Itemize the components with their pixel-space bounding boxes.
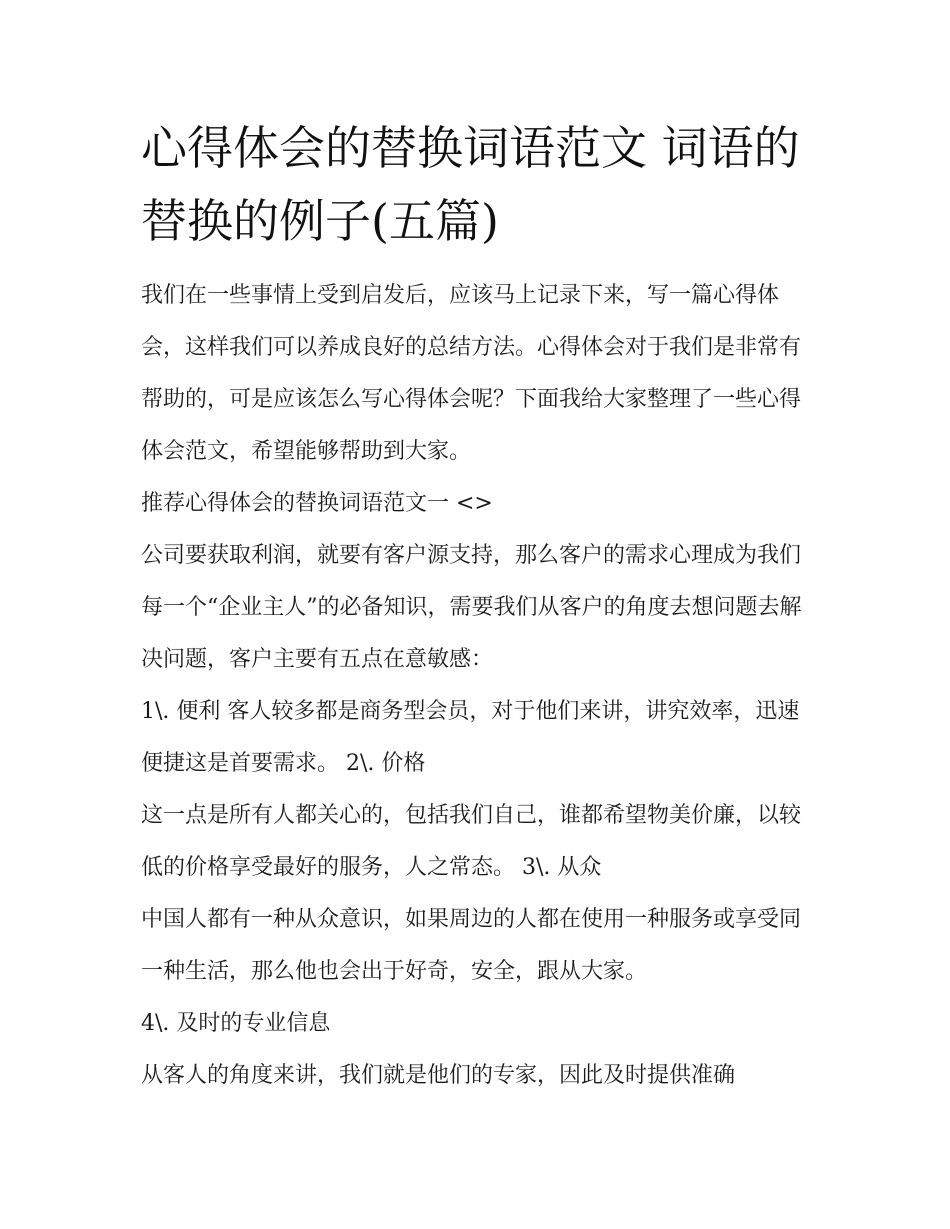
paragraph-point-price: 这一点是所有人都关心的，包括我们自己，谁都希望物美价廉，以较低的价格享受最好的服务，人之常态。 3\. 从众 xyxy=(141,803,802,880)
paragraph-heading-1: 推荐心得体会的替换词语范文一 <> xyxy=(141,491,493,516)
document-body xyxy=(141,112,816,1102)
document-title: 心得体会的替换词语范文 词语的替换的例子(五篇) xyxy=(141,121,800,248)
paragraph-point-info-heading: 4\. 及时的专业信息 xyxy=(141,1011,331,1036)
paragraph-point-conformity: 中国人都有一种从众意识，如果周边的人都在使用一种服务或享受同一种生活，那么他也会出于好奇，安全，跟从大家。 xyxy=(141,907,802,984)
paragraph-customer-needs: 公司要获取利润，就要有客户源支持，那么客户的需求心理成为我们每一个“企业主人”的必备知识，需要我们从客户的角度去想问题去解决问题，客户主要有五点在意敏感： xyxy=(141,543,802,672)
paragraph-point-info: 从客人的角度来讲，我们就是他们的专家，因此及时提供准确 xyxy=(141,1063,736,1088)
paragraph-intro: 我们在一些事情上受到启发后，应该马上记录下来，写一篇心得体会，这样我们可以养成良好的总结方法。心得体会对于我们是非常有帮助的，可是应该怎么写心得体会呢？下面我给大家整理了一些心得体会范文，希望能够帮助到大家。 xyxy=(141,283,802,464)
paragraph-point-convenience: 1\. 便利 客人较多都是商务型会员，对于他们来讲，讲究效率，迅速便捷这是首要需求。 2\. 价格 xyxy=(141,699,800,776)
